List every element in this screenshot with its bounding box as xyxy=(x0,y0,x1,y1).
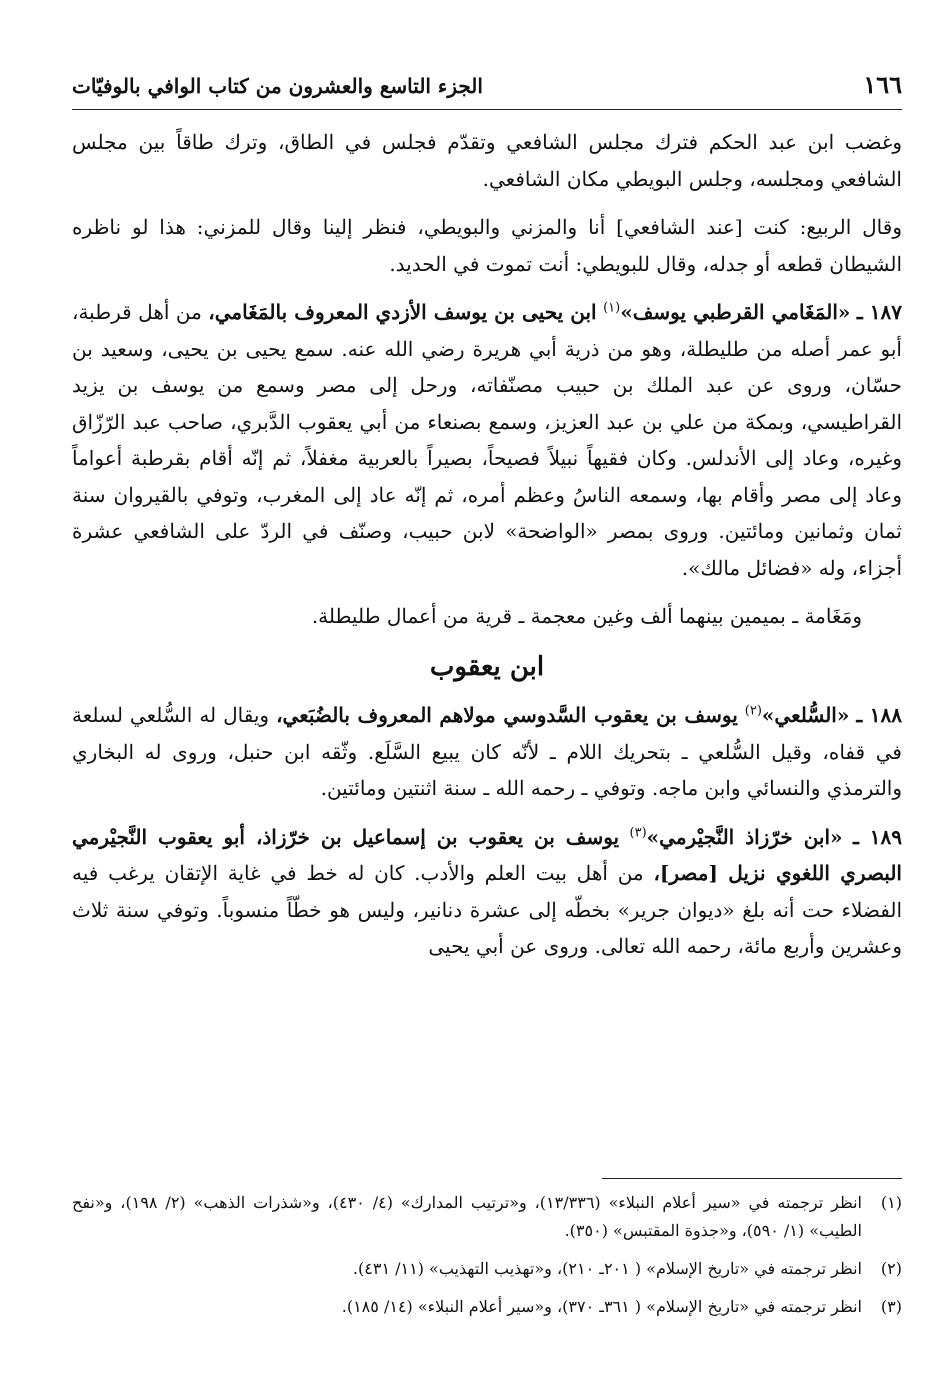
entry-188 xyxy=(72,697,902,807)
paragraph-1: وغضب ابن عبد الحكم فترك مجلس الشافعي وتقدّم فجلس في الطاق، وترك طاقاً بين مجلس الشافعي ومجلسه، وجلس البويطي مكان الشافعي. xyxy=(72,130,902,191)
entry-187 xyxy=(72,294,902,586)
footnote-text: انظر ترجمته في «تاريخ الإسلام» ( ٣٦١ـ ٣٧٠)، و«سير أعلام النبلاء» (١٤/ ١٨٥). xyxy=(341,1297,862,1316)
place-note: ومَغَامة ـ بميمين بينهما ألف وغين معجمة ـ قرية من أعمال طليطلة. xyxy=(311,604,862,628)
running-title: الجزء التاسع والعشرون من كتاب الوافي بالوفيّات xyxy=(72,74,483,98)
footnote-1 xyxy=(72,1189,902,1245)
footnote-text: انظر ترجمته في «سير أعلام النبلاء» (١٣/٣٣٦)، و«ترتيب المدارك» (٤/ ٤٣٠)، و«شذرات الذهب» (٢/ ١٩٨)، و«نفح الطيب» (١/ ٥٩٠)، و«جذوة المقتبس» (٣٥٠). xyxy=(72,1193,862,1240)
entry-text: ويقال له السُّلعي لسلعة في قفاه، وقيل السُّلعي ـ بتحريك اللام ـ لأنّه كان يبيع السَّلَع. وثّقه ابن حنبل، وروى له البخاري والترمذي والنسائي وابن ماجه. وتوفي ـ رحمه الله ـ سنة اثنتين ومائتين. xyxy=(72,703,902,800)
entry-text: من أهل قرطبة، أبو عمر أصله من طليطلة، وهو من ذرية أبي هريرة رضي الله عنه. سمع يحيى بن يحيى، وسعيد بن حسّان، وروى عن عبد الملك بن حبيب مصنّفاته، ورحل إلى مصر وسمع من يوسف بن يزيد القراطيسي، وبمكة من علي بن عبد العزيز، وسمع بصنعاء من أبي يعقوب الدَّبري، صاحب عبد الرّزّاق وغيره، وعاد إلى الأندلس. وكان فقيهاً نبيلاً فصيحاً، بصيراً بالعربية مغفلاً، ثم إنّه أقام بقرطبة أعواماً وعاد إلى مصر وأقام بها، وسمعه الناسُ وعظم أمره، ثم إنّه عاد إلى المغرب، وتوفي بالقيروان سنة ثمان وثمانين ومائتين. وروى بمصر «الواضحة» لابن حبيب، وصنّف في الردّ على الشافعي عشرة أجزاء، وله «فضائل مالك». xyxy=(72,300,902,580)
entry-number: ١٨٩ ـ xyxy=(852,824,903,849)
footnote-ref: (١) xyxy=(603,300,621,316)
footnote-ref: (٣) xyxy=(629,824,647,840)
footnote-number: (٣) xyxy=(880,1297,902,1316)
entry-heading: «المَغَامي القرطبي يوسف» xyxy=(620,300,851,324)
footnote-2 xyxy=(72,1255,902,1283)
entry-189 xyxy=(72,819,902,965)
section-title: ابن يعقوب xyxy=(429,651,545,682)
entry-number: ١٨٨ ـ xyxy=(856,703,903,727)
entry-heading: «السُّلعي» xyxy=(761,703,850,727)
entry-name: يوسف بن يعقوب السَّدوسي مولاهم المعروف بالضُبَعي، xyxy=(276,703,738,727)
entry-name: يوسف بن يعقوب بن إسماعيل بن خرّزاذ، أبو يعقوب النَّجيْرمي البصري اللغوي نزيل [مصر]، xyxy=(72,824,902,885)
footnote-number: (١) xyxy=(880,1193,902,1212)
paragraph-2: وقال الربيع: كنت [عند الشافعي] أنا والمزني والبويطي، فنظر إلينا وقال للمزني: هذا لو ناظره الشيطان قطعه أو جدله، وقال للبويطي: أنت تموت في الحديد. xyxy=(72,215,902,276)
entry-heading: «ابن خرّزاذ النَّجيْرمي» xyxy=(646,824,843,849)
entry-number: ١٨٧ ـ xyxy=(856,300,903,324)
footnote-text: انظر ترجمته في «تاريخ الإسلام» ( ٢٠١ـ ٢١٠)، و«تهذيب التهذيب» (١١/ ٤٣١). xyxy=(352,1259,862,1278)
page-header xyxy=(72,70,902,110)
page-body xyxy=(72,124,902,965)
footnote-ref: (٢) xyxy=(744,703,762,719)
footnote-number: (٢) xyxy=(880,1259,902,1278)
entry-text: من أهل بيت العلم والأدب. كان له خط في غاية الإتقان يرغب فيه الفضلاء حت أنه بلغ «ديوان جرير» بخطّه إلى عشرة دنانير، وليس هو خطّاً منسوباً. وتوفي سنة ثلاث وعشرين وأربع مائة، رحمه الله تعالى. وروى عن أبي يحيى xyxy=(72,861,902,958)
page-number: ١٦٦ xyxy=(863,70,902,99)
footnote-3 xyxy=(72,1293,902,1321)
entry-name: ابن يحيى بن يوسف الأزدي المعروف بالمَغَامي، xyxy=(208,300,597,324)
footnotes xyxy=(72,1178,902,1331)
footnote-divider xyxy=(602,1178,902,1179)
